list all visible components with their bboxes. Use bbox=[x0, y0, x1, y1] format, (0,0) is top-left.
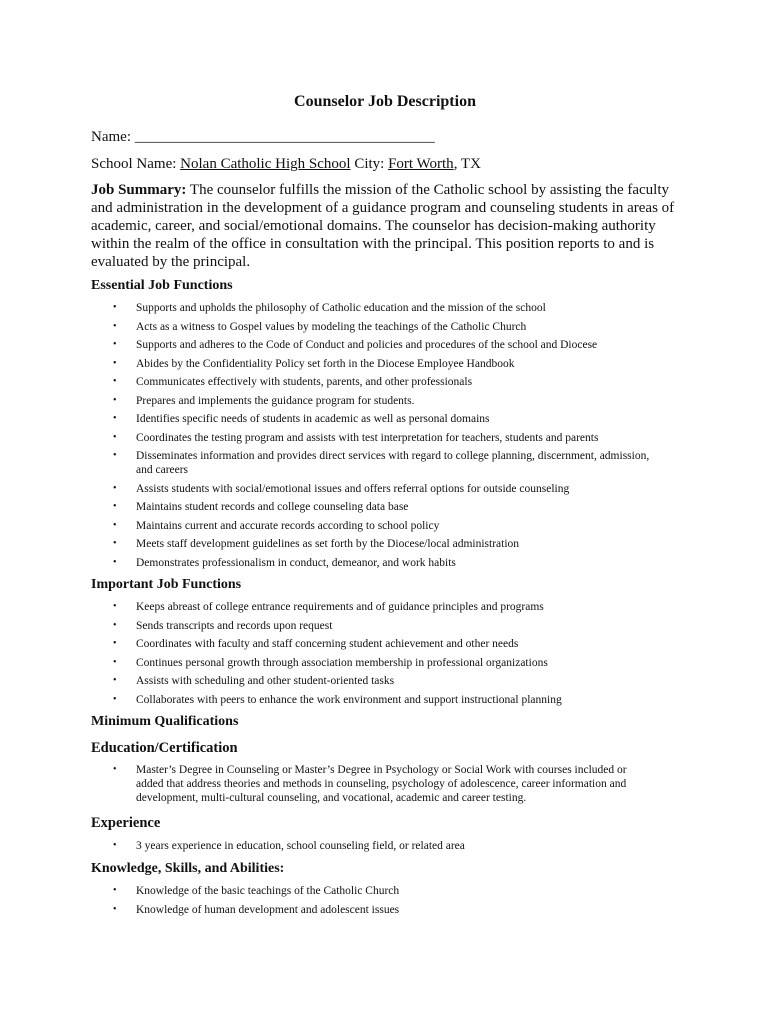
list-item-text: Master’s Degree in Counseling or Master’s Degree in Psychology or Social Work with courses included or added that address theories and methods in counseling, psychology of adolescence, career information and development, multi-cultural counseling, and vocational, academic and career testing. bbox=[136, 764, 627, 804]
list-item bbox=[0, 637, 680, 651]
list-item-text: Prepares and implements the guidance program for students. bbox=[136, 394, 415, 407]
bullet-icon: • bbox=[113, 638, 117, 649]
bullet-icon: • bbox=[113, 840, 117, 851]
list-item-text: Assists students with social/emotional issues and offers referral options for outside counseling bbox=[136, 482, 570, 495]
ksa-heading: Knowledge, Skills, and Abilities: bbox=[91, 861, 285, 876]
list-item bbox=[0, 357, 680, 371]
name-line bbox=[91, 129, 435, 146]
bullet-icon: • bbox=[113, 357, 117, 369]
list-item bbox=[0, 903, 680, 917]
bullet-icon: • bbox=[113, 339, 117, 350]
list-item bbox=[0, 500, 680, 514]
list-item-text: Demonstrates professionalism in conduct, demeanor, and work habits bbox=[136, 556, 456, 569]
bullet-icon: • bbox=[113, 601, 117, 612]
list-item-text: Identifies specific needs of students in academic as well as personal domains bbox=[136, 413, 490, 425]
bullet-icon: • bbox=[113, 693, 117, 705]
list-item-text: Meets staff development guidelines as set forth by the Diocese/local administration bbox=[136, 538, 520, 550]
list-item-text: Supports and adheres to the Code of Conduct and policies and procedures of the school and Diocese bbox=[136, 339, 598, 351]
bullet-icon: • bbox=[113, 376, 117, 387]
bullet-icon: • bbox=[113, 413, 117, 424]
list-item-text: Keeps abreast of college entrance requirements and of guidance principles and programs bbox=[136, 601, 544, 613]
bullet-icon: • bbox=[113, 764, 117, 775]
list-item bbox=[0, 375, 680, 389]
list-item-text: Communicates effectively with students, parents, and other professionals bbox=[136, 376, 473, 388]
list-item bbox=[0, 519, 680, 533]
list-item-text: Collaborates with peers to enhance the work environment and support instructional planning bbox=[136, 693, 562, 706]
bullet-icon: • bbox=[113, 501, 117, 512]
list-item bbox=[0, 482, 680, 496]
bullet-icon: • bbox=[113, 431, 117, 443]
name-label: Name: bbox=[91, 129, 131, 145]
list-item bbox=[0, 338, 680, 352]
state-value: , TX bbox=[453, 156, 481, 172]
page-title: Counselor Job Description bbox=[294, 93, 476, 110]
education-list bbox=[0, 763, 680, 810]
bullet-icon: • bbox=[113, 302, 117, 313]
job-summary-label: Job Summary: bbox=[91, 182, 187, 198]
city-value: Fort Worth bbox=[388, 156, 454, 172]
list-item-text: Continues personal growth through association membership in professional organizations bbox=[136, 656, 548, 669]
list-item bbox=[0, 320, 680, 334]
list-item bbox=[0, 884, 680, 898]
list-item-text: Maintains student records and college counseling data base bbox=[136, 501, 409, 513]
bullet-icon: • bbox=[113, 519, 117, 531]
list-item bbox=[0, 619, 680, 633]
essential-functions-list bbox=[0, 301, 680, 574]
experience-heading: Experience bbox=[91, 815, 161, 831]
bullet-icon: • bbox=[113, 556, 117, 568]
bullet-icon: • bbox=[113, 903, 117, 915]
list-item bbox=[0, 839, 680, 853]
list-item-text: Maintains current and accurate records according to school policy bbox=[136, 519, 440, 532]
list-item-text: Acts as a witness to Gospel values by modeling the teachings of the Catholic Church bbox=[136, 320, 527, 333]
ksa-list bbox=[0, 884, 680, 921]
bullet-icon: • bbox=[113, 320, 117, 332]
bullet-icon: • bbox=[113, 450, 117, 461]
list-item bbox=[0, 394, 680, 408]
school-line bbox=[91, 156, 481, 173]
essential-functions-heading: Essential Job Functions bbox=[91, 278, 233, 293]
list-item-text: Supports and upholds the philosophy of Catholic education and the mission of the school bbox=[136, 302, 546, 314]
important-functions-list bbox=[0, 600, 680, 711]
job-summary bbox=[91, 181, 691, 271]
list-item bbox=[0, 301, 680, 315]
experience-list bbox=[0, 839, 680, 858]
list-item bbox=[0, 412, 680, 426]
list-item-text: 3 years experience in education, school counseling field, or related area bbox=[136, 840, 465, 852]
bullet-icon: • bbox=[113, 394, 117, 406]
list-item-text: Knowledge of human development and adolescent issues bbox=[136, 903, 400, 916]
list-item-text: Coordinates with faculty and staff concerning student achievement and other needs bbox=[136, 638, 519, 650]
list-item bbox=[0, 537, 680, 551]
list-item bbox=[0, 656, 680, 670]
city-label: City: bbox=[354, 156, 385, 172]
bullet-icon: • bbox=[113, 656, 117, 668]
bullet-icon: • bbox=[113, 482, 117, 494]
list-item-text: Disseminates information and provides direct services with regard to college planning, discernment, admission, and careers bbox=[136, 450, 650, 476]
list-item-text: Coordinates the testing program and assists with test interpretation for teachers, students and parents bbox=[136, 431, 599, 444]
education-heading: Education/Certification bbox=[91, 740, 238, 756]
bullet-icon: • bbox=[113, 885, 117, 896]
list-item bbox=[0, 600, 680, 614]
list-item bbox=[0, 693, 680, 707]
school-label: School Name: bbox=[91, 156, 177, 172]
job-summary-text: The counselor fulfills the mission of the Catholic school by assisting the faculty and administration in the development of a guidance program and counseling students in areas of academic, career, and social/emotional domains. The counselor has decision-making authority within the realm of the office in consultation with the principal. This position reports to and is evaluated by the principal. bbox=[91, 182, 675, 270]
list-item bbox=[0, 556, 680, 570]
list-item-text: Sends transcripts and records upon request bbox=[136, 619, 333, 632]
list-item bbox=[0, 449, 680, 477]
list-item bbox=[0, 763, 680, 805]
school-value: Nolan Catholic High School bbox=[180, 156, 351, 172]
bullet-icon: • bbox=[113, 538, 117, 549]
list-item-text: Knowledge of the basic teachings of the Catholic Church bbox=[136, 885, 400, 897]
list-item-text: Abides by the Confidentiality Policy set forth in the Diocese Employee Handbook bbox=[136, 357, 515, 370]
list-item-text: Assists with scheduling and other student-oriented tasks bbox=[136, 675, 395, 687]
list-item bbox=[0, 674, 680, 688]
minimum-qualifications-heading: Minimum Qualifications bbox=[91, 714, 239, 729]
bullet-icon: • bbox=[113, 619, 117, 631]
name-blank: ________________________________________ bbox=[134, 129, 435, 145]
bullet-icon: • bbox=[113, 675, 117, 686]
important-functions-heading: Important Job Functions bbox=[91, 577, 242, 592]
list-item bbox=[0, 431, 680, 445]
